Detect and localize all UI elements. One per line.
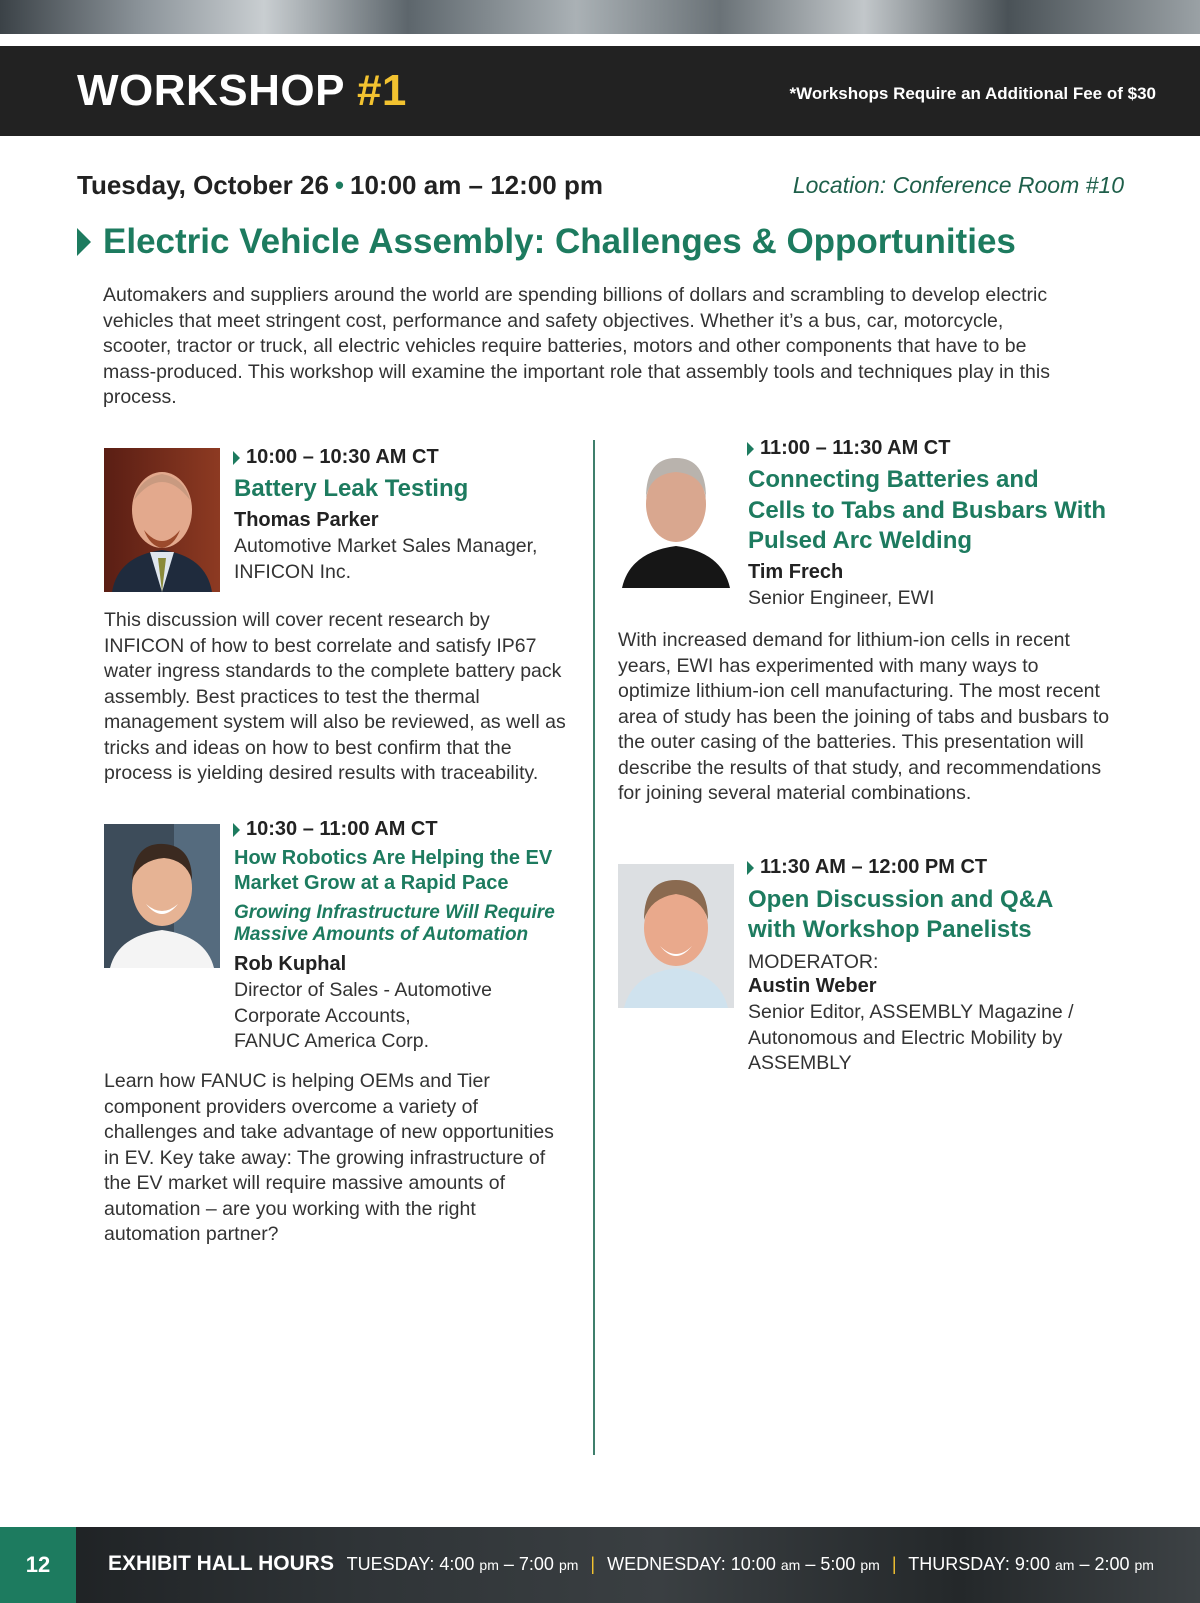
footer-separator: | (590, 1554, 596, 1574)
session-description-3: With increased demand for lithium-ion cells in recent years, EWI has experimented with many ways to optimize lithium-ion cell manufacturing. The most recent area of study has been the joining of tabs and busbars to the outer casing of the batteries. This presentation will describe the results of that study, and recommendations for joining several material combinations. (618, 629, 1110, 804)
exhibit-hall-hours (108, 1552, 1154, 1576)
footer-separator: | (891, 1554, 897, 1574)
tuesday-start-suffix: pm (479, 1557, 499, 1573)
session-time-text: 11:30 AM – 12:00 PM CT (760, 856, 988, 878)
triangle-bullet-icon (747, 442, 754, 456)
page-number: 12 (0, 1527, 76, 1603)
wednesday-hours-end: – 5:00 (805, 1554, 856, 1574)
speaker-role-line: Director of Sales - Automotive (234, 979, 492, 1001)
speaker-name-2: Rob Kuphal (234, 953, 347, 975)
wednesday-hours-start: WEDNESDAY: 10:00 (607, 1554, 776, 1574)
time-range-text: 10:00 am – 12:00 pm (350, 170, 603, 200)
session-time-text: 11:00 – 11:30 AM CT (760, 437, 951, 459)
speaker-photo-tim-frech (618, 444, 734, 588)
session-description-1: This discussion will cover recent research by INFICON of how to best correlate and satisfy IP67 water ingress standards to the complete battery pack assembly. Best practices to test the thermal management system will also be reviewed, as well as tricks and ideas on how to best confirm that the process is yielding desired results with traceability. (104, 609, 566, 784)
speaker-role-line: Corporate Accounts, (234, 1004, 411, 1027)
speaker-role-line: Senior Engineer, EWI (748, 587, 935, 609)
session-subtitle-2 (234, 902, 555, 946)
speaker-role-4 (748, 1000, 1074, 1077)
session-subtitle-line: Massive Amounts of Automation (234, 924, 529, 945)
triangle-bullet-icon (233, 823, 240, 837)
moderator-label: MODERATOR: (748, 951, 879, 973)
session-title-2 (234, 846, 552, 896)
footer-bar (0, 1527, 1200, 1603)
thursday-hours-start: THURSDAY: 9:00 (908, 1554, 1050, 1574)
speaker-role-line: Autonomous and Electric Mobility by (748, 1026, 1063, 1049)
header-background-photo (0, 0, 1200, 40)
speaker-photo-austin-weber (618, 864, 734, 1008)
speaker-name-3: Tim Frech (748, 561, 844, 583)
wednesday-end-suffix: pm (860, 1557, 880, 1573)
speaker-photo-thomas-parker (104, 448, 220, 592)
session-title-line: with Workshop Panelists (748, 916, 1032, 943)
column-divider (593, 440, 595, 1455)
speaker-role-line: ASSEMBLY (748, 1052, 852, 1074)
speaker-role-line: Senior Editor, ASSEMBLY Magazine / (748, 1001, 1074, 1023)
session-title-line: Pulsed Arc Welding (748, 527, 973, 554)
session-title-line: Cells to Tabs and Busbars With (748, 496, 1107, 524)
location-text: Location: Conference Room #10 (792, 172, 1124, 198)
wednesday-start-suffix: am (780, 1557, 801, 1573)
triangle-bullet-icon (233, 451, 240, 465)
date-time-line (77, 170, 603, 201)
speaker-name-1: Thomas Parker (234, 509, 379, 531)
session-description-2: Learn how FANUC is helping OEMs and Tier component providers overcome a variety of challenges and take advantage of new opportunities in EV. Key take away: The growing infrastructure of the EV market will require massive amounts of automation – are you working with the right automation partner? (104, 1070, 554, 1245)
workshop-heading-word: WORKSHOP (77, 66, 345, 115)
tuesday-hours-end: – 7:00 (503, 1554, 554, 1574)
session-subtitle-line: Growing Infrastructure Will Require (234, 902, 555, 923)
session-time-4 (747, 856, 987, 879)
thursday-start-suffix: am (1054, 1557, 1075, 1573)
speaker-role-line: FANUC America Corp. (234, 1030, 430, 1052)
session-title-line: Market Grow at a Rapid Pace (234, 872, 509, 894)
workshop-title-row (77, 222, 1016, 262)
session-time-2 (233, 818, 438, 841)
session-title-line: How Robotics Are Helping the EV (234, 847, 553, 869)
date-text: Tuesday, October 26 (77, 170, 329, 200)
tuesday-hours-start: TUESDAY: 4:00 (346, 1554, 475, 1574)
speaker-role-2 (234, 978, 492, 1055)
workshop-heading-number: #1 (356, 66, 407, 115)
session-time-text: 10:30 – 11:00 AM CT (246, 818, 438, 840)
session-title-4 (748, 885, 1053, 945)
triangle-bullet-icon (77, 228, 91, 256)
session-title-line: Open Discussion and Q&A (748, 886, 1054, 913)
exhibit-hall-label: EXHIBIT HALL HOURS (108, 1552, 334, 1575)
speaker-role-1 (234, 534, 537, 585)
thursday-end-suffix: pm (1134, 1557, 1154, 1573)
workshop-intro: Automakers and suppliers around the world are spending billions of dollars and scrambling to develop electric vehicles that meet stringent cost, performance and safety objectives. Whether it’s a bus, car, motorcycle, scooter, tractor or truck, all electric vehicles require batteries, motors and other components that have to be mass-produced. This workshop will examine the important role that assembly tools and techniques play in this process. (103, 284, 1050, 408)
tuesday-end-suffix: pm (558, 1557, 579, 1573)
speaker-role-3 (748, 586, 934, 612)
separator-dot: • (334, 170, 345, 200)
fee-note: *Workshops Require an Additional Fee of $30 (789, 84, 1156, 103)
triangle-bullet-icon (747, 861, 754, 875)
session-title-3 (748, 465, 1106, 557)
workshop-heading (77, 66, 407, 116)
session-title-line: Connecting Batteries and (748, 466, 1039, 493)
speaker-name-4: Austin Weber (748, 975, 877, 997)
session-time-1 (233, 446, 439, 469)
thursday-hours-end: – 2:00 (1079, 1554, 1130, 1574)
speaker-photo-rob-kuphal (104, 824, 220, 968)
header-bar (0, 46, 1200, 136)
workshop-title: Electric Vehicle Assembly: Challenges & Opportunities (103, 222, 1016, 261)
speaker-role-line: INFICON Inc. (234, 560, 352, 583)
session-title-1: Battery Leak Testing (234, 475, 469, 502)
session-time-3 (747, 437, 950, 460)
session-time-text: 10:00 – 10:30 AM CT (246, 446, 439, 468)
speaker-role-line: Automotive Market Sales Manager, (234, 535, 538, 557)
